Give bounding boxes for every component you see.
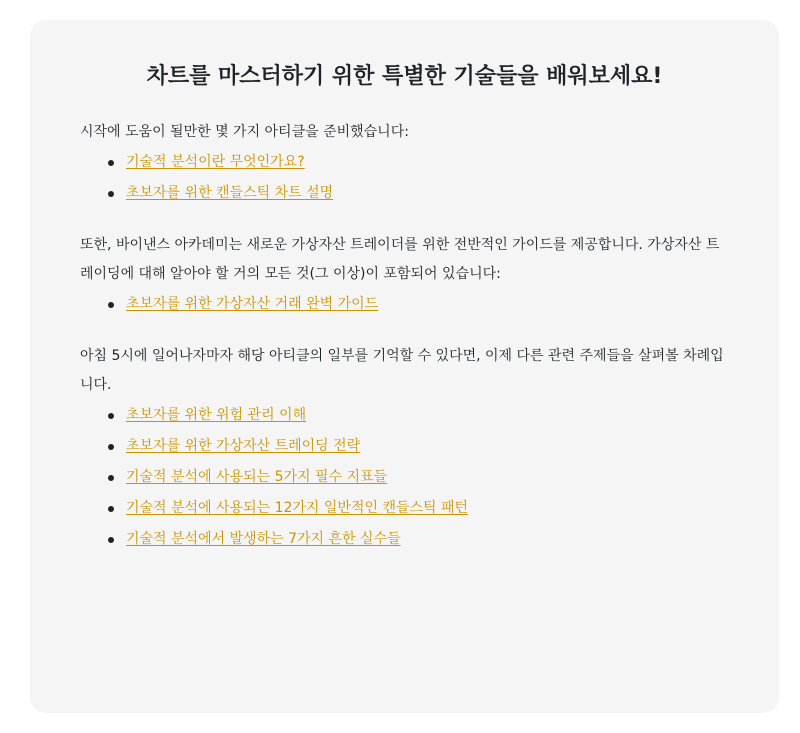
bullet-icon xyxy=(108,302,114,308)
page-title: 차트를 마스터하기 위한 특별한 기술들을 배워보세요! xyxy=(146,64,663,89)
bullet-icon xyxy=(108,160,114,166)
list-item xyxy=(108,524,729,555)
article-link-trading-strategies[interactable]: 초보자를 위한 가상자산 트레이딩 전략 xyxy=(126,438,361,454)
article-link-candlestick-charts[interactable]: 초보자를 위한 캔들스틱 차트 설명 xyxy=(126,185,334,201)
article-link-essential-indicators[interactable]: 기술적 분석에 사용되는 5가지 필수 지표들 xyxy=(126,469,388,485)
list-item xyxy=(108,147,729,178)
bullet-icon xyxy=(108,506,114,512)
article-link-candlestick-patterns[interactable]: 기술적 분석에 사용되는 12가지 일반적인 캔들스틱 패턴 xyxy=(126,500,469,516)
article-link-risk-management[interactable]: 초보자를 위한 위험 관리 이해 xyxy=(126,407,307,423)
list-item xyxy=(108,178,729,209)
list-item xyxy=(108,462,729,493)
academy-guide-text: 또한, 바이낸스 아카데미는 새로운 가상자산 트레이더를 위한 전반적인 가이드를 제공합니다. 가상자산 트레이딩에 대해 알아야 할 거의 모든 것(그 이상)이 포함되어 있습니다: xyxy=(80,237,720,282)
list-item xyxy=(108,493,729,524)
bullet-icon xyxy=(108,413,114,419)
article-link-technical-analysis[interactable]: 기술적 분석이란 무엇인가요? xyxy=(126,154,305,170)
bullet-icon xyxy=(108,191,114,197)
article-link-common-mistakes[interactable]: 기술적 분석에서 발생하는 7가지 흔한 실수들 xyxy=(126,531,401,547)
content-card xyxy=(30,20,779,713)
bullet-icon xyxy=(108,537,114,543)
intro-text: 시작에 도움이 될만한 몇 가지 아티클을 준비했습니다: xyxy=(80,124,409,140)
bullet-icon xyxy=(108,475,114,481)
bullet-icon xyxy=(108,444,114,450)
list-item xyxy=(108,431,729,462)
list-item xyxy=(108,289,729,320)
article-link-list xyxy=(80,147,729,209)
related-topics-text: 아침 5시에 일어나자마자 해당 아티클의 일부를 기억할 수 있다면, 이제 다른 관련 주제들을 살펴볼 차례입니다. xyxy=(80,348,724,393)
related-link-list xyxy=(80,400,729,555)
guide-link-list xyxy=(80,289,729,320)
article-link-crypto-trading-guide[interactable]: 초보자를 위한 가상자산 거래 완벽 가이드 xyxy=(126,296,379,312)
list-item xyxy=(108,400,729,431)
